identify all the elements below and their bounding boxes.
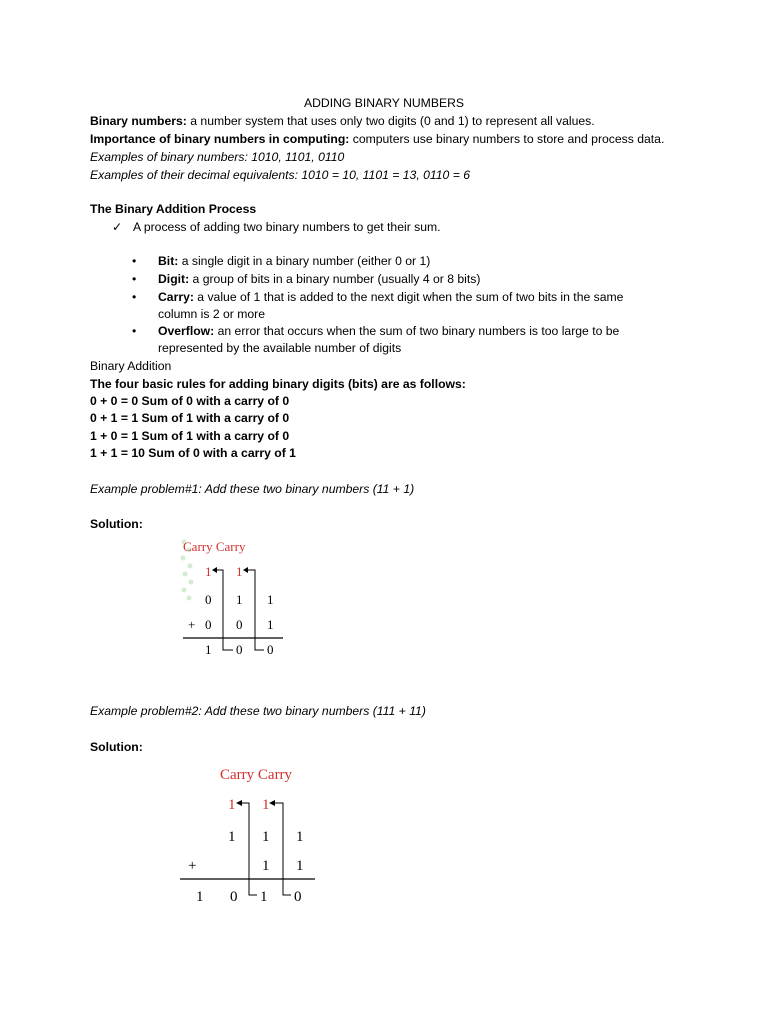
arrow-head-icon [269,800,275,806]
carry-label: Carry Carry [220,767,293,783]
decimal-examples: Examples of their decimal equivalents: 1010 = 10, 1101 = 13, 0110 = 6 [90,168,470,182]
example1-solution-label: Solution: [90,517,143,531]
rules-intro: The four basic rules for adding binary digits (bits) are as follows: [90,377,466,391]
row1-digit: 1 [267,592,274,607]
importance-definition [90,130,664,148]
carry-label: Carry Carry [183,539,246,554]
binary-text: a number system that uses only two digits (0 and 1) to represent all values. [186,114,595,128]
result-digit: 1 [205,642,212,657]
row1-digit: 1 [262,829,270,845]
term-digit: Digit: a group of bits in a binary number (usually 4 or 8 bits) [158,272,481,286]
result-digit: 0 [267,642,274,657]
rule-item: 0 + 0 = 0 Sum of 0 with a carry of 0 [90,394,290,408]
rules-heading: Binary Addition [90,359,172,373]
binary-label: Binary numbers: [90,114,187,128]
term-overflow-cont: represented by the available number of digits [158,341,402,355]
rule-item: 1 + 0 = 1 Sum of 1 with a carry of 0 [90,429,290,443]
result-digit: 0 [236,642,243,657]
row1-digit: 1 [236,592,243,607]
result-connectors [249,879,291,895]
bullet-icon: • [132,254,137,268]
result-digit: 0 [230,889,238,905]
term-carry: Carry: a value of 1 that is added to the next digit when the sum of two bits in the same [158,290,624,304]
binary-examples: Examples of binary numbers: 1010, 1101, 0110 [90,150,345,164]
carry-digit: 1 [262,797,270,813]
row2-digit: 1 [296,858,304,874]
importance-text: computers use binary numbers to store and process data. [349,132,665,146]
row1-digit: 1 [228,829,236,845]
carry-arrows [239,803,283,895]
binary-definition [90,112,595,130]
plus-sign: + [188,858,197,874]
page-title: ADDING BINARY NUMBERS [303,96,465,110]
example1-problem: Example problem#1: Add these two binary numbers (11 + 1) [90,482,415,496]
term-bit: Bit: a single digit in a binary number (either 0 or 1) [158,254,431,268]
carry-digit: 1 [205,564,212,579]
row1-digit: 1 [296,829,304,845]
result-digit: 1 [260,889,268,905]
checkmark-icon: ✓ [112,220,123,234]
process-check-item: A process of adding two binary numbers to get their sum. [133,220,441,234]
arrow-head-icon [212,567,217,573]
plus-sign: + [188,617,196,632]
arrow-head-icon [243,567,248,573]
process-heading: The Binary Addition Process [90,202,257,216]
carry-arrows [214,570,255,642]
arrow-head-icon [236,800,242,806]
example2-solution-label: Solution: [90,740,143,754]
row2-digit: 0 [236,617,243,632]
term-overflow: Overflow: an error that occurs when the sum of two binary numbers is too large to be [158,324,620,338]
result-digit: 0 [294,889,302,905]
term-carry-cont: column is 2 or more [158,307,266,321]
bullet-icon: • [132,272,137,286]
carry-digit: 1 [236,564,243,579]
example2-problem: Example problem#2: Add these two binary numbers (111 + 11) [90,704,426,718]
row2-digit: 1 [267,617,274,632]
example1-diagram [175,530,295,660]
row2-digit: 0 [205,617,212,632]
row1-digit: 0 [205,592,212,607]
rule-item: 0 + 1 = 1 Sum of 1 with a carry of 0 [90,411,290,425]
row2-digit: 1 [262,858,270,874]
bullet-icon: • [132,290,137,304]
carry-digit: 1 [228,797,236,813]
result-digit: 1 [196,889,204,905]
rule-item: 1 + 1 = 10 Sum of 0 with a carry of 1 [90,446,296,460]
importance-label: Importance of binary numbers in computing: [90,132,350,146]
example2-diagram [180,760,320,910]
result-connectors [223,638,264,650]
bullet-icon: • [132,324,137,338]
